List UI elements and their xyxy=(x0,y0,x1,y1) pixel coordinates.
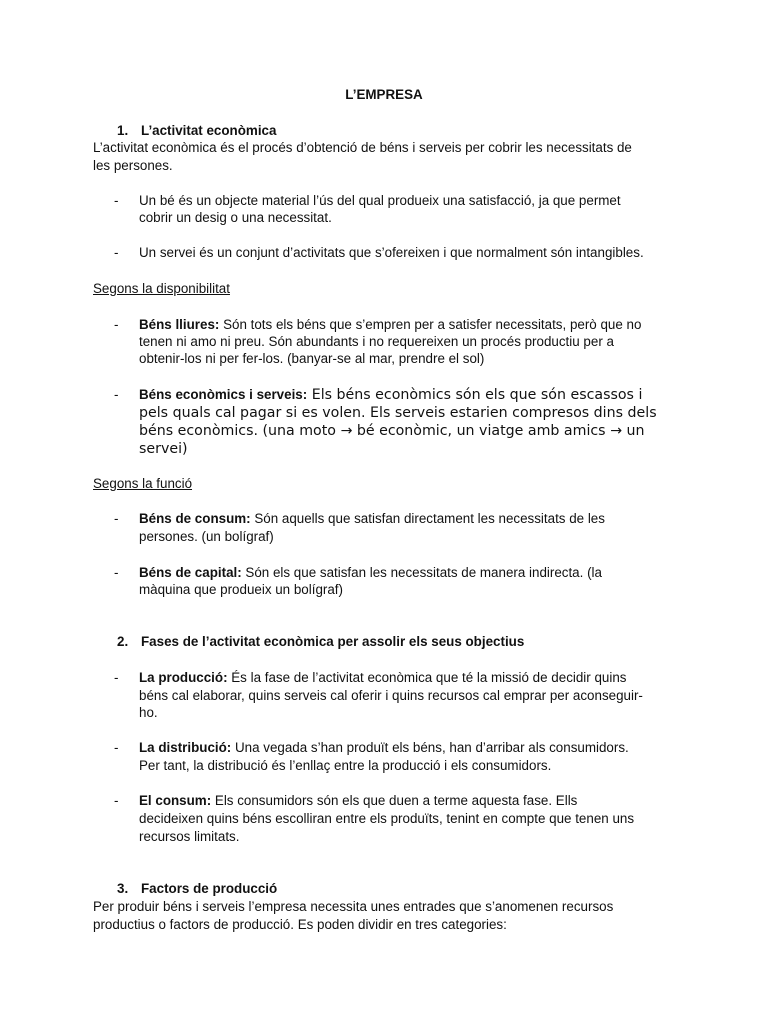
distribucio-line-1 xyxy=(139,739,629,757)
bullet-servei-line-1: Un servei és un conjunt d’activitats que s’ofereixen i que normalment són intangibles. xyxy=(139,245,644,260)
bens-economics-line-3: béns econòmics. (una moto → bé econòmic, un viatge amb amics → un xyxy=(139,423,645,439)
distribucio-term: La distribució: xyxy=(139,740,232,755)
bullet-dash: - xyxy=(114,670,119,685)
bullet-dash: - xyxy=(114,193,119,208)
consum-line-1 xyxy=(139,792,577,810)
bullet-dash: - xyxy=(114,565,119,580)
produccio-line-3: ho. xyxy=(139,705,158,720)
bens-lliures-line-2: tenen ni amo ni preu. Són abundants i no requereixen un procés productiu per a xyxy=(139,334,614,349)
section-3-intro-line-1: Per produir béns i serveis l’empresa necessita unes entrades que s’anomenen recursos xyxy=(93,899,614,914)
produccio-line-2: béns cal elaborar, quins serveis cal oferir i quins recursos cal emprar per aconseguir- xyxy=(139,688,643,703)
bens-economics-line-2: pels quals cal pagar si es volen. Els serveis estarien compresos dins dels xyxy=(139,405,657,421)
bens-consum-line-1 xyxy=(139,510,605,528)
document-title: L’EMPRESA xyxy=(345,87,423,102)
bens-capital-text-1: Són els que satisfan les necessitats de manera indirecta. (la xyxy=(241,565,602,580)
bullet-dash: - xyxy=(114,740,119,755)
bens-consum-term: Béns de consum: xyxy=(139,511,251,526)
bullet-dash: - xyxy=(114,511,119,526)
subheading-funcio: Segons la funció xyxy=(93,476,193,491)
bens-lliures-term: Béns lliures: xyxy=(139,317,220,332)
bens-capital-term: Béns de capital: xyxy=(139,565,242,580)
section-2-heading xyxy=(117,633,524,651)
produccio-term: La producció: xyxy=(139,670,228,685)
distribucio-line-2: Per tant, la distribució és l’enllaç entre la producció i els consumidors. xyxy=(139,758,552,773)
section-1-title: L’activitat econòmica xyxy=(141,123,277,138)
bens-capital-line-1 xyxy=(139,564,602,582)
consum-text-1: Els consumidors són els que duen a terme aquesta fase. Ells xyxy=(211,793,578,808)
bens-economics-term: Béns econòmics i serveis: xyxy=(139,387,308,402)
distribucio-text-1: Una vegada s’han produït els béns, han d’arribar als consumidors. xyxy=(231,740,629,755)
section-2-title: Fases de l’activitat econòmica per assolir els seus objectius xyxy=(141,634,525,649)
produccio-text-1: És la fase de l’activitat econòmica que té la missió de decidir quins xyxy=(227,670,627,685)
bens-capital-line-2: màquina que produeix un bolígraf) xyxy=(139,582,343,597)
section-1-heading xyxy=(117,122,276,140)
section-1-intro-line-2: les persones. xyxy=(93,158,173,173)
section-3-heading xyxy=(117,880,277,898)
bens-economics-line-4: servei) xyxy=(139,441,188,457)
bens-economics-text-1: Els béns econòmics són els que són escassos i xyxy=(307,387,643,403)
section-3-title: Factors de producció xyxy=(141,881,278,896)
section-1-intro-line-1: L’activitat econòmica és el procés d’obtenció de béns i serveis per cobrir les necessitats de xyxy=(93,140,632,155)
bens-lliures-line-3: obtenir-los ni per fer-los. (banyar-se al mar, prendre el sol) xyxy=(139,351,485,366)
consum-line-2: decideixen quins béns escolliran entre els produïts, tenint en compte que tenen uns xyxy=(139,811,635,826)
bullet-be-line-2: cobrir un desig o una necessitat. xyxy=(139,210,332,225)
produccio-line-1 xyxy=(139,669,626,687)
bens-lliures-line-1 xyxy=(139,316,641,334)
section-2-number: 2. xyxy=(117,634,129,649)
section-3-number: 3. xyxy=(117,881,129,896)
bullet-dash: - xyxy=(114,387,119,402)
bens-economics-line-1 xyxy=(139,386,642,404)
section-1-number: 1. xyxy=(117,123,129,138)
bullet-be-line-1: Un bé és un objecte material l’ús del qual produeix una satisfacció, ja que permet xyxy=(139,193,621,208)
bens-lliures-text-1: Són tots els béns que s’empren per a satisfer necessitats, però que no xyxy=(219,317,642,332)
bullet-dash: - xyxy=(114,245,119,260)
bens-consum-line-2: persones. (un bolígraf) xyxy=(139,529,274,544)
subheading-disponibilitat: Segons la disponibilitat xyxy=(93,281,230,296)
bullet-dash: - xyxy=(114,317,119,332)
consum-line-3: recursos limitats. xyxy=(139,829,240,844)
bens-consum-text-1: Són aquells que satisfan directament les necessitats de les xyxy=(250,511,605,526)
consum-term: El consum: xyxy=(139,793,212,808)
bullet-dash: - xyxy=(114,793,119,808)
section-3-intro-line-2: productius o factors de producció. Es poden dividir en tres categories: xyxy=(93,917,507,932)
